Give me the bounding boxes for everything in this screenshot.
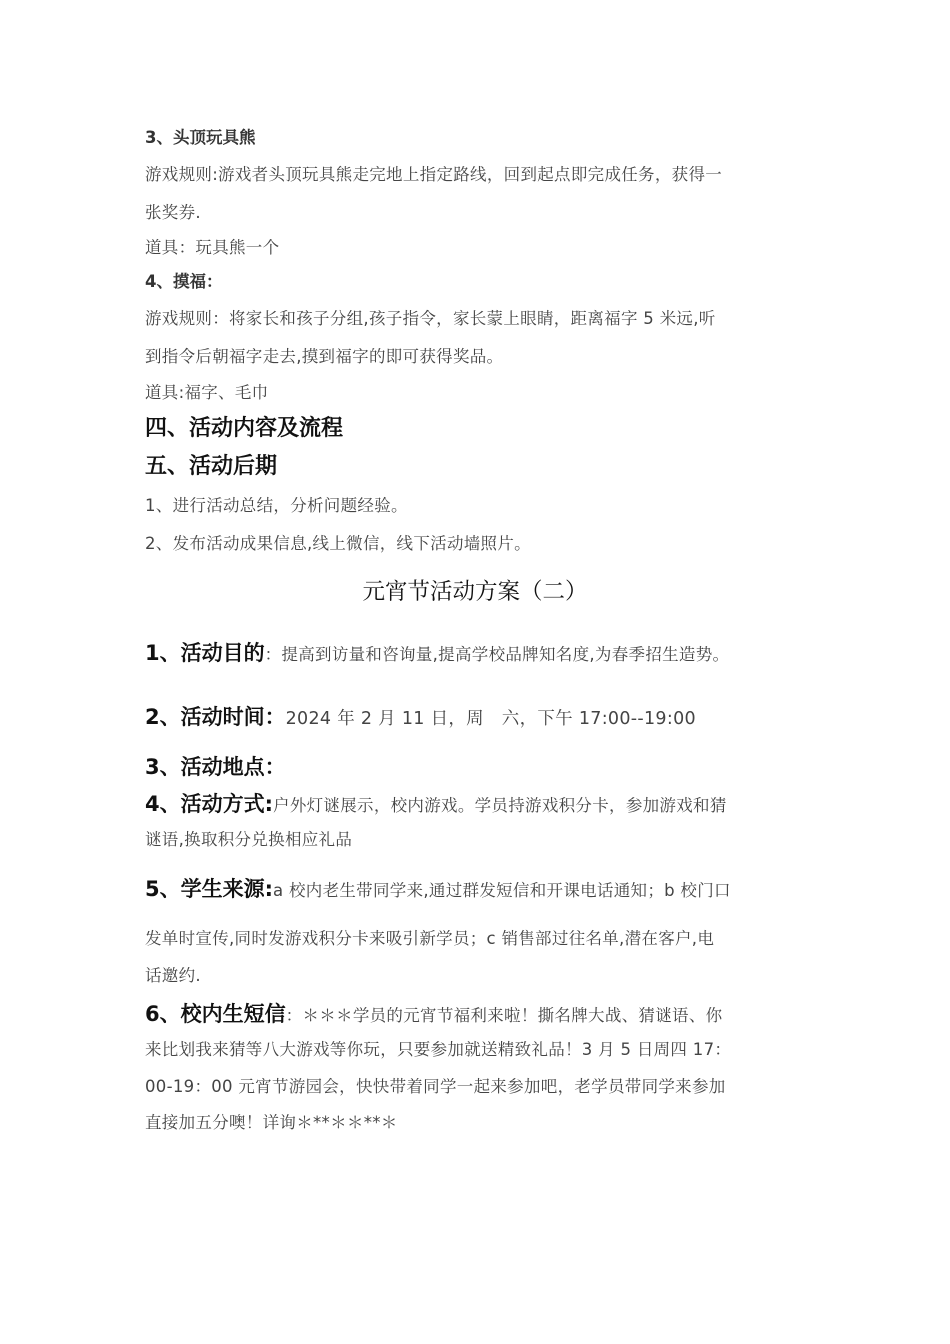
method-text-line2: 谜语,换取积分兑换相应礼品 (145, 830, 353, 849)
sms-row (145, 998, 722, 1028)
source-label: 5、学生来源: (145, 877, 274, 901)
sms-text-line4: 直接加五分噢！详询＊**＊＊**＊ (145, 1113, 398, 1132)
plan2-title: 元宵节活动方案（二） (362, 579, 588, 605)
place-label: 3、活动地点： (145, 755, 286, 779)
sms-text-line2: 来比划我来猜等八大游戏等你玩，只要参加就送精致礼品！3 月 5 日周四 17： (145, 1040, 732, 1059)
purpose-label: 1、活动目的 (145, 641, 265, 665)
game4-rule-line2: 到指令后朝福字走去,摸到福字的即可获得奖品。 (145, 347, 504, 366)
game4-rule-line1: 游戏规则：将家长和孩子分组,孩子指令，家长蒙上眼睛，距离福字 5 米远,听 (145, 309, 716, 328)
method-text-line1: 户外灯谜展示，校内游戏。学员持游戏积分卡，参加游戏和猜 (273, 796, 727, 815)
source-row (145, 873, 731, 903)
method-row (145, 788, 727, 818)
source-text-line2: 发单时宣传,同时发游戏积分卡来吸引新学员；c 销售部过往名单,潜在客户,电 (145, 929, 715, 948)
method-label: 4、活动方式: (145, 792, 274, 816)
source-text-line1: a 校内老生带同学来,通过群发短信和开课电话通知；b 校门口 (273, 881, 731, 900)
purpose-row (145, 637, 729, 667)
game3-title: 3、头顶玩具熊 (145, 128, 256, 147)
game3-rule-line2: 张奖券. (145, 203, 201, 222)
time-label: 2、活动时间： (145, 705, 286, 729)
game4-title: 4、摸福： (145, 272, 223, 291)
game3-props: 道具：玩具熊一个 (145, 238, 280, 257)
section-heading-content: 四、活动内容及流程 (145, 416, 344, 441)
time-text: 2024 年 2 月 11 日，周 六，下午 17:00--19:00 (285, 709, 696, 729)
post-item-2: 2、发布活动成果信息,线上微信，线下活动墙照片。 (145, 534, 531, 553)
game4-props: 道具:福字、毛巾 (145, 383, 269, 402)
sms-text-line3: 00-19：00 元宵节游园会，快快带着同学一起来参加吧，老学员带同学来参加 (145, 1077, 726, 1096)
game3-rule-line1: 游戏规则:游戏者头顶玩具熊走完地上指定路线，回到起点即完成任务，获得一 (145, 165, 723, 184)
sms-label: 6、校内生短信 (145, 1002, 286, 1026)
purpose-text: ：提高到访量和咨询量,提高学校品牌知名度,为春季招生造势。 (264, 645, 730, 664)
sms-text-line1: ：＊＊＊学员的元宵节福利来啦！撕名牌大战、猜谜语、你 (285, 1006, 723, 1025)
post-item-1: 1、进行活动总结，分析问题经验。 (145, 496, 408, 515)
source-text-line3: 话邀约. (145, 966, 201, 985)
time-row (145, 701, 696, 731)
section-heading-post: 五、活动后期 (145, 454, 278, 479)
